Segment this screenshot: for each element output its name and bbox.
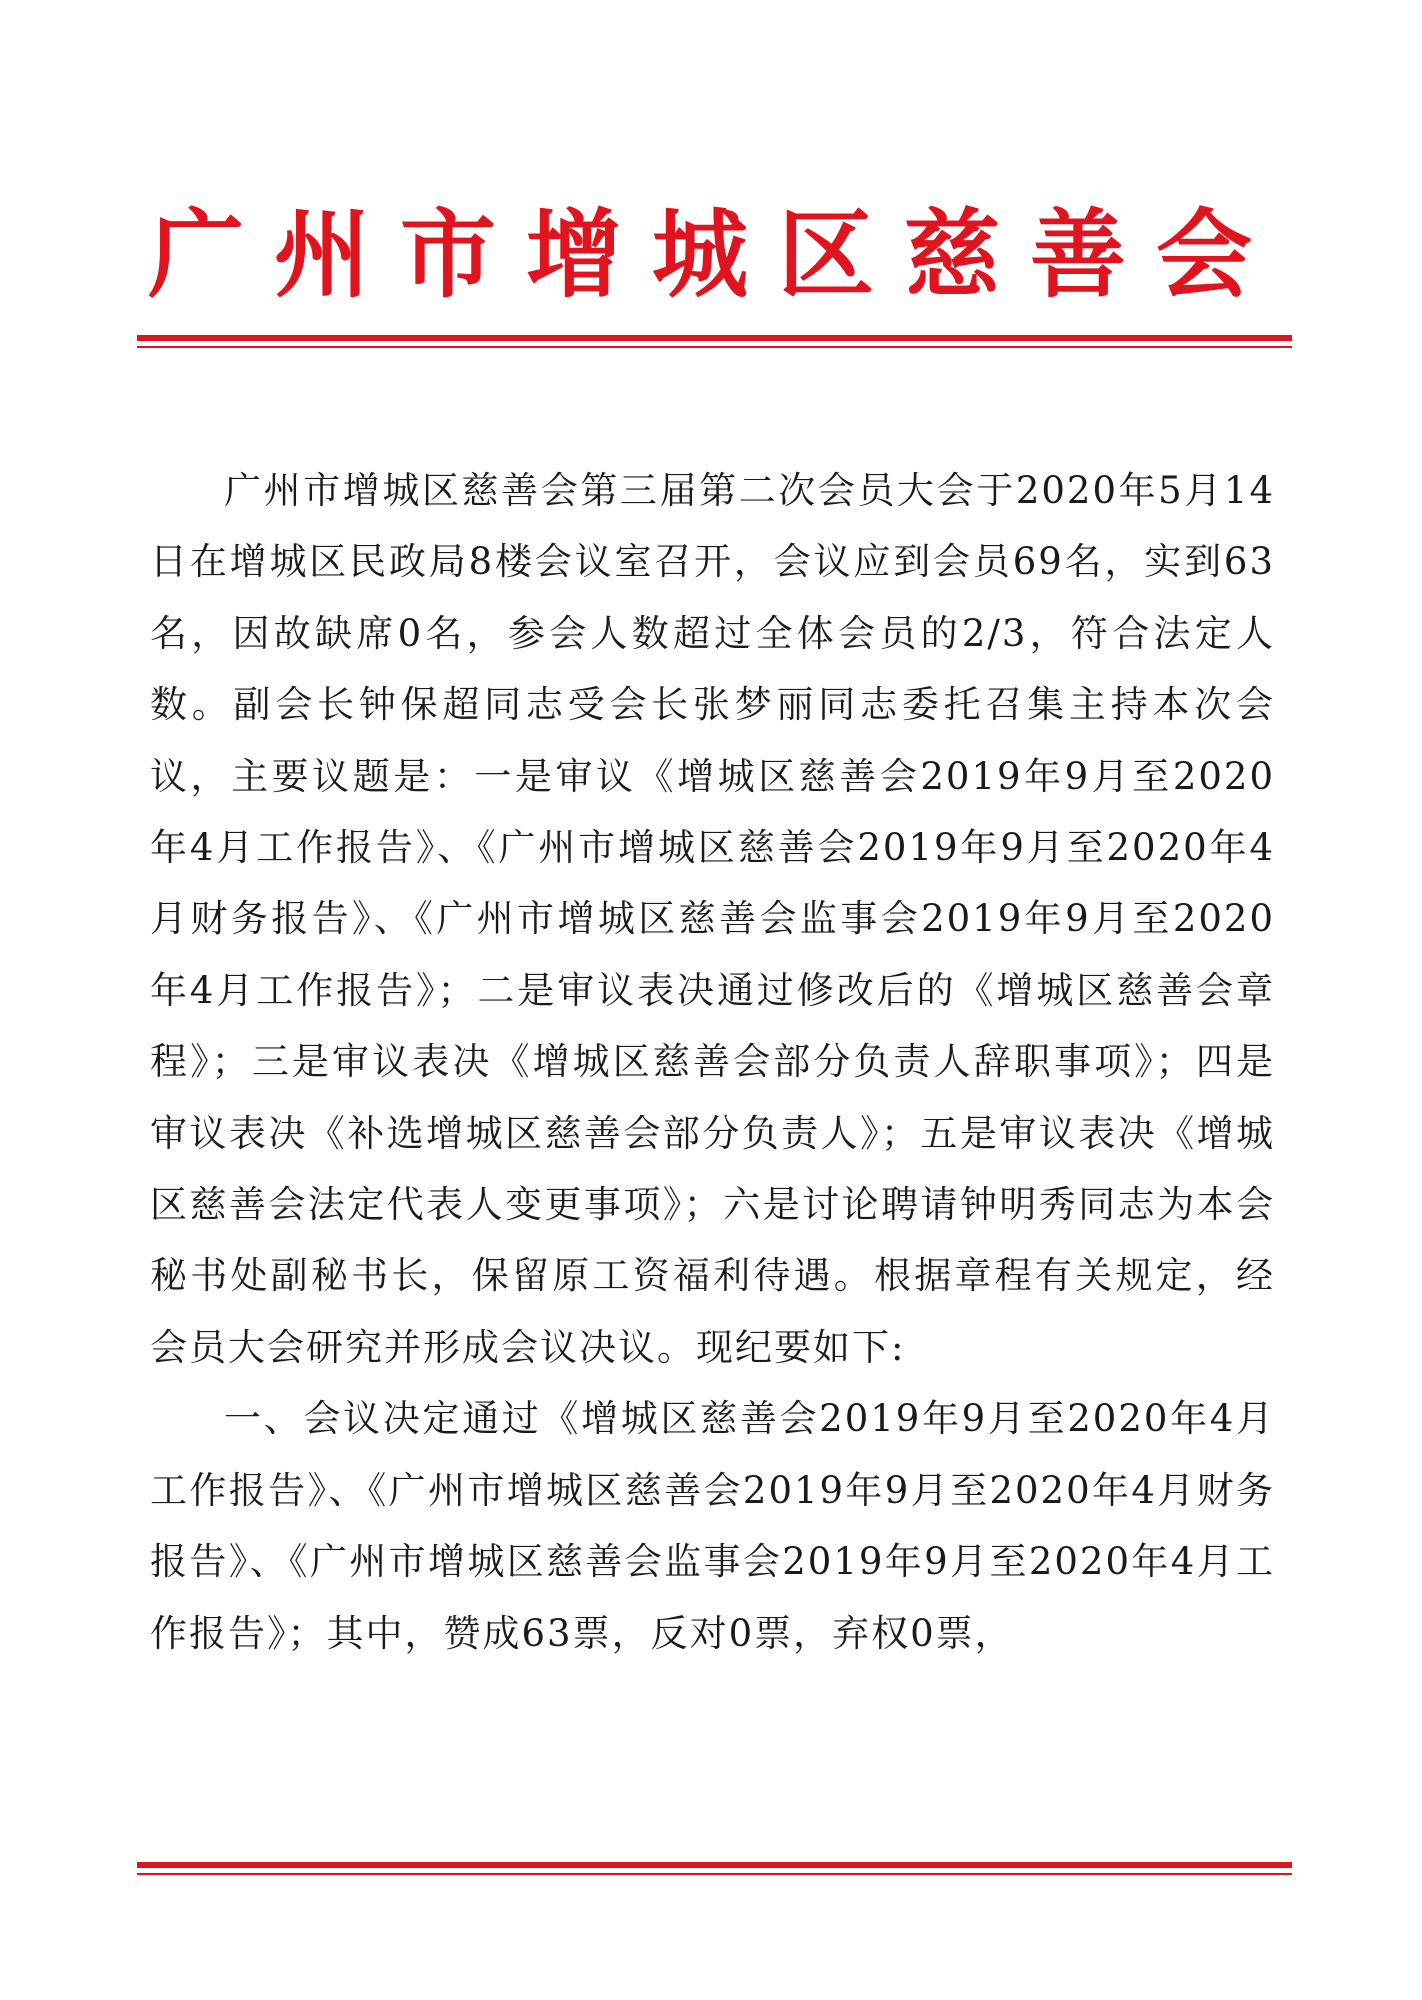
document-body	[150, 455, 1275, 1669]
red-rule-thin-line	[137, 346, 1292, 348]
letterhead-title: 广州市增城区慈善会	[148, 199, 1282, 311]
red-rule-thick-line	[137, 335, 1292, 341]
footer-red-rule	[137, 1862, 1292, 1875]
footer-rule-thin-line	[137, 1873, 1292, 1875]
footer-rule-thick-line	[137, 1862, 1292, 1868]
letterhead-red-rule	[137, 335, 1292, 348]
body-paragraph-2: 一、会议决定通过《增城区慈善会2019年9月至2020年4月工作报告》、《广州市增城区慈善会2019年9月至2020年4月财务报告》、《广州市增城区慈善会监事会2019年9月至2020年4月工作报告》；其中，赞成63票，反对0票，弃权0票，	[150, 1397, 1275, 1655]
body-paragraph-1: 广州市增城区慈善会第三届第二次会员大会于2020年5月14日在增城区民政局8楼会议室召开，会议应到会员69名，实到63名，因故缺席0名，参会人数超过全体会员的2/3，符合法定人数。副会长钟保超同志受会长张梦丽同志委托召集主持本次会议，主要议题是：一是审议《增城区慈善会2019年9月至2020年4月工作报告》、《广州市增城区慈善会2019年9月至2020年4月财务报告》、《广州市增城区慈善会监事会2019年9月至2020年4月工作报告》；二是审议表决通过修改后的《增城区慈善会章程》；三是审议表决《增城区慈善会部分负责人辞职事项》；四是审议表决《补选增城区慈善会部分负责人》；五是审议表决《增城区慈善会法定代表人变更事项》；六是讨论聘请钟明秀同志为本会秘书处副秘书长，保留原工资福利待遇。根据章程有关规定，经会员大会研究并形成会议决议。现纪要如下:	[150, 469, 1275, 1369]
